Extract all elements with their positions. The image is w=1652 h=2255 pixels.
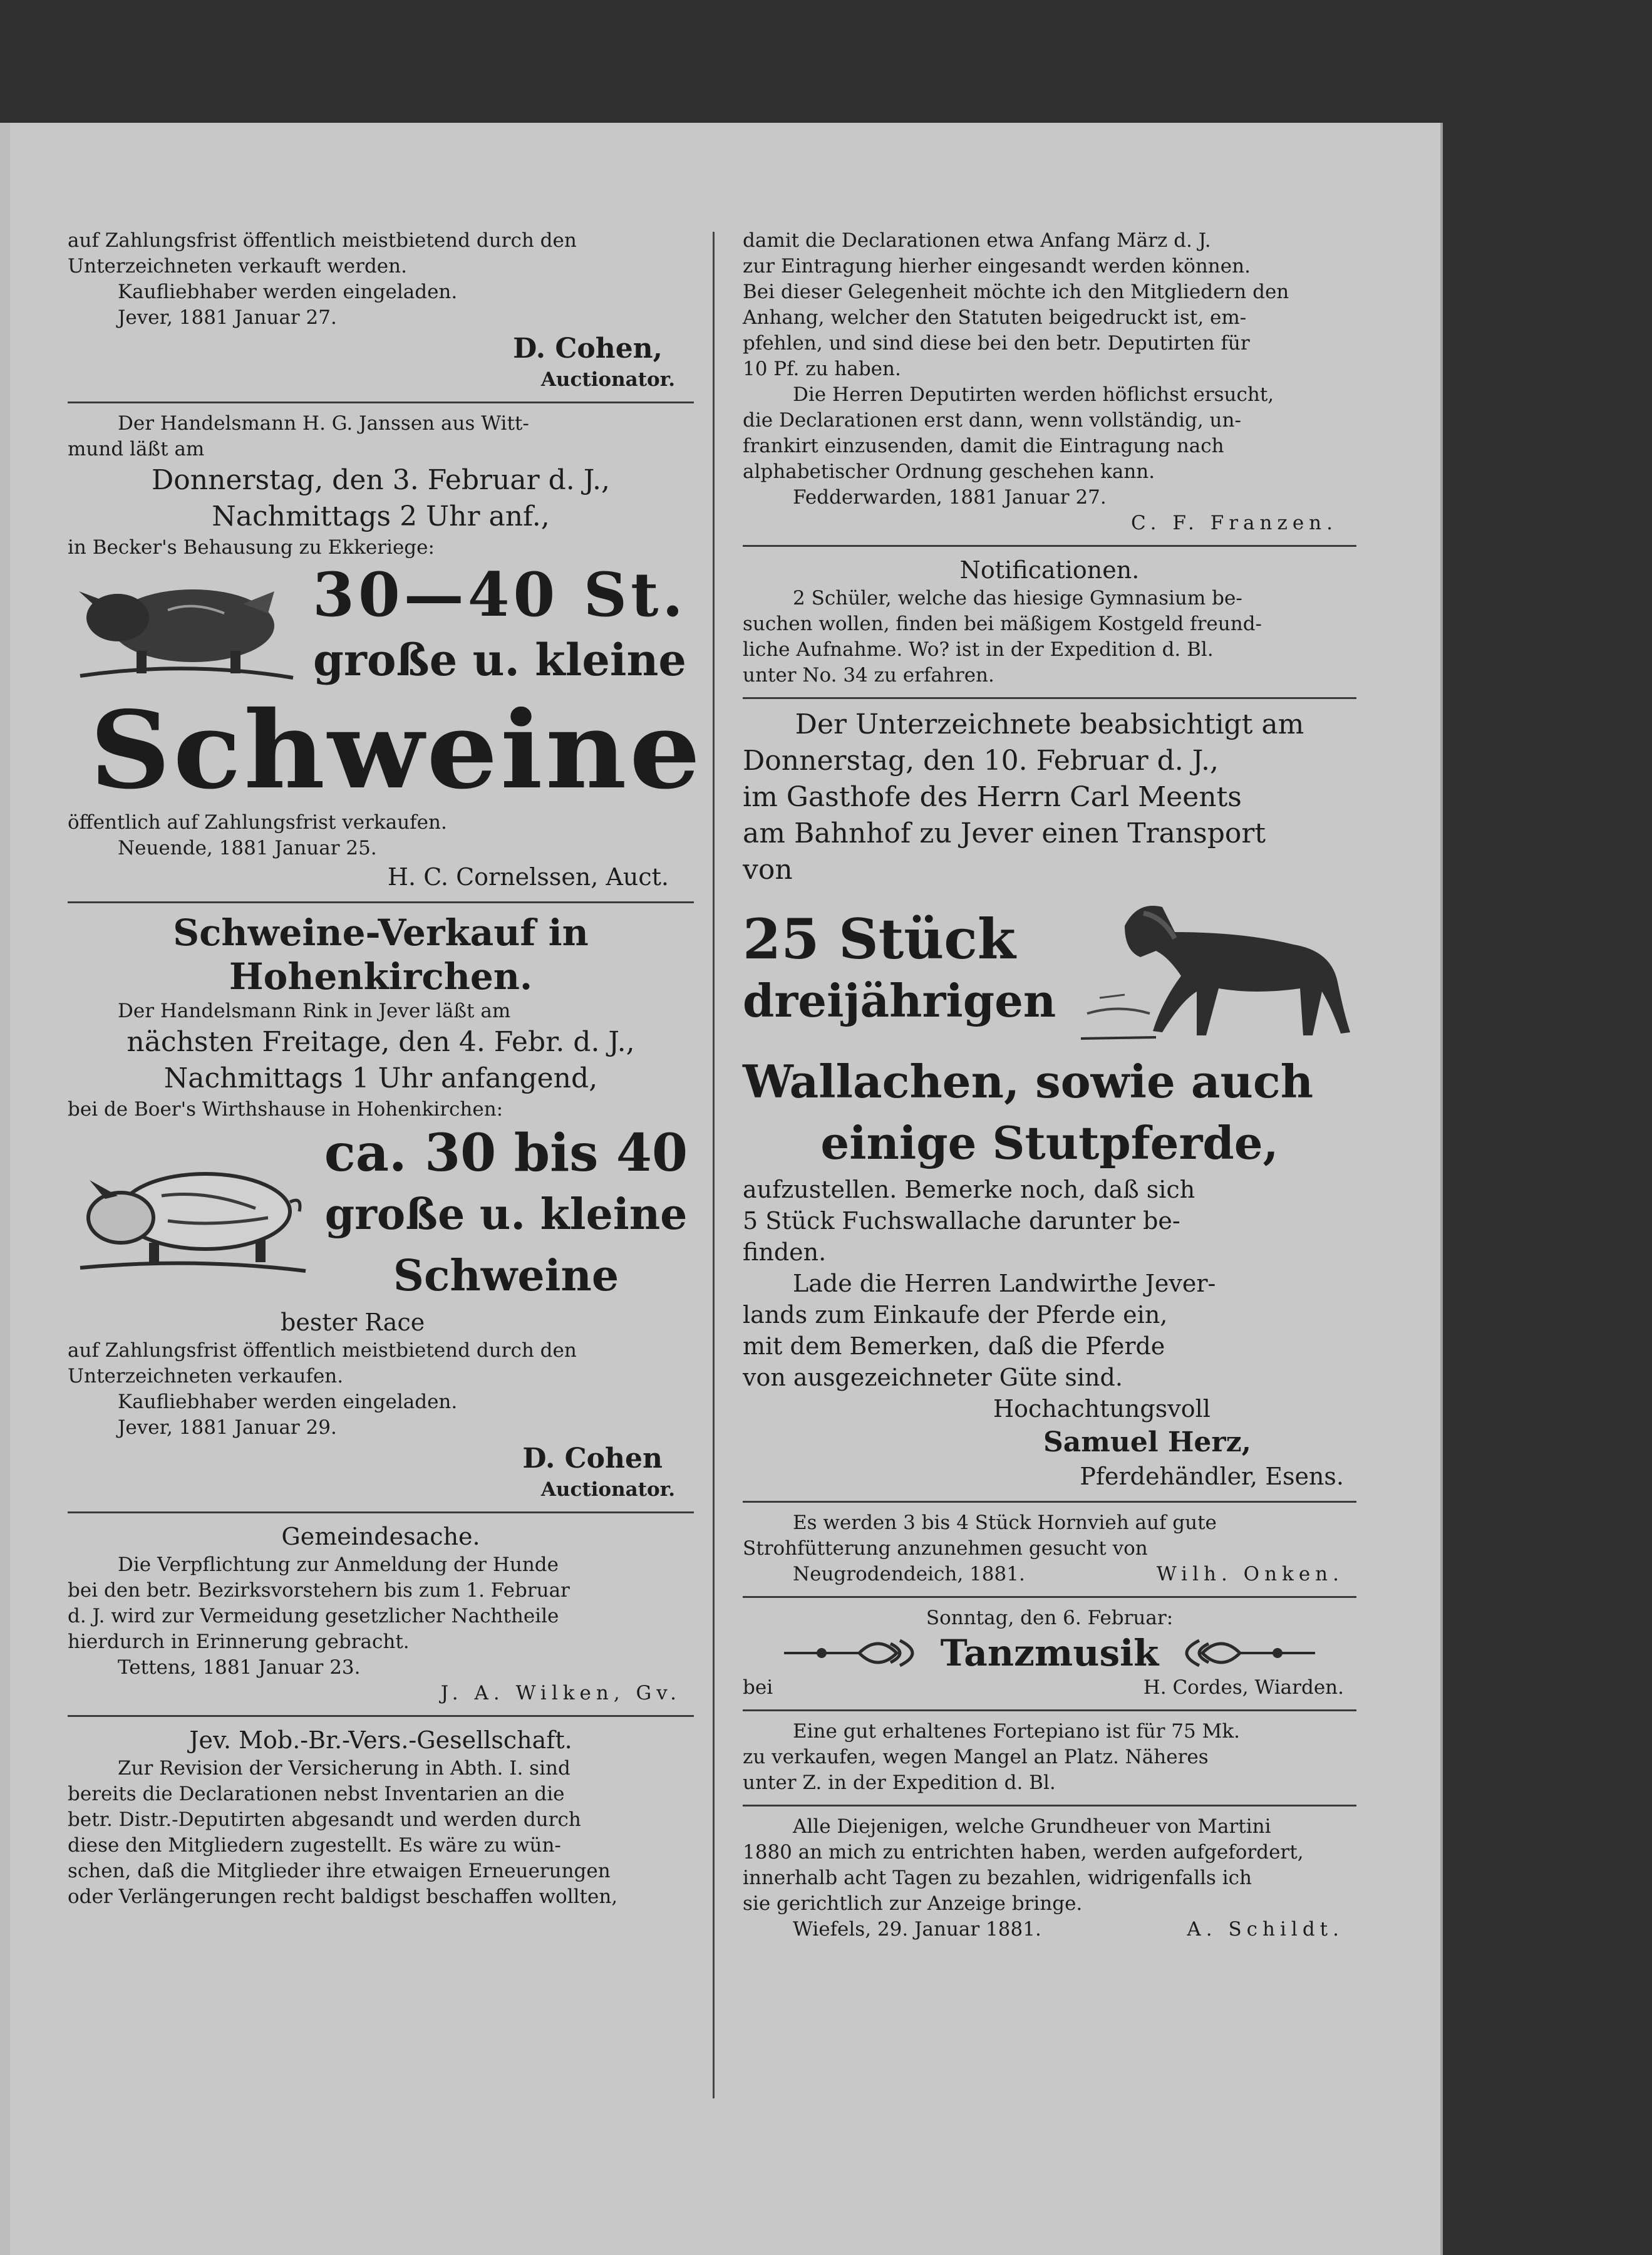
- text-line: Es werden 3 bis 4 Stück Hornvieh auf gute: [793, 1511, 1217, 1534]
- text-line: hierdurch in Erinnerung gebracht.: [68, 1630, 410, 1653]
- text-line: bei den betr. Bezirksvorstehern bis zum 1. Februar: [68, 1579, 570, 1602]
- signature-name: D. Cohen,: [513, 333, 663, 365]
- sale-place: in Becker's Behausung zu Ekkeriege:: [68, 536, 435, 559]
- text-line: 2 Schüler, welche das hiesige Gymnasium be-: [793, 587, 1242, 609]
- ad-cohen-sale: [68, 226, 694, 398]
- separator-rule: [68, 901, 694, 903]
- text-line: unter Z. in der Expedition d. Bl.: [743, 1771, 1056, 1794]
- text-line: von ausgezeichneter Güte sind.: [743, 1364, 1123, 1391]
- signature-name: Samuel Herz,: [1043, 1426, 1251, 1458]
- text-line: unter No. 34 zu erfahren.: [743, 664, 994, 687]
- horse-illustration-row: [743, 888, 1356, 1051]
- text-line: lands zum Einkaufe der Pferde ein,: [743, 1301, 1168, 1329]
- text-line: betr. Distr.-Deputirten abgesandt und werden durch: [68, 1808, 581, 1831]
- pig-illustration-icon: [68, 1152, 318, 1277]
- ad-janssen-pigs: [68, 408, 703, 898]
- animal-headline: Schweine: [393, 1251, 619, 1301]
- ad-franzen: [743, 226, 1356, 541]
- text-line: Kaufliebhaber werden eingeladen.: [118, 1391, 458, 1413]
- text-line: auf Zahlungsfrist öffentlich meistbietend durch den: [68, 229, 577, 252]
- text-line: öffentlich auf Zahlungsfrist verkaufen.: [68, 811, 447, 834]
- text-line: zu verkaufen, wegen Mangel an Platz. Näheres: [743, 1746, 1209, 1768]
- sale-time: Nachmittags 2 Uhr anf.,: [212, 500, 550, 532]
- text-line: 10 Pf. zu haben.: [743, 358, 901, 380]
- pig-illustration-row: [68, 561, 694, 691]
- text-line: zur Eintragung hierher eingesandt werden können.: [743, 255, 1251, 277]
- ad-herz-horses: [743, 704, 1356, 1497]
- ornament-right-icon: [1171, 1631, 1315, 1675]
- text-line: bereits die Declarationen nebst Inventarien an die: [68, 1783, 565, 1805]
- text-line: die Declarationen erst dann, wenn vollständig, un-: [743, 409, 1241, 432]
- sale-time: Nachmittags 1 Uhr anfangend,: [163, 1062, 598, 1094]
- separator-rule: [68, 1511, 694, 1513]
- signature-name: C. F. Franzen.: [1131, 512, 1338, 534]
- separator-rule: [68, 1715, 694, 1717]
- pig-illustration-icon: [68, 566, 306, 685]
- text-line: Neuende, 1881 Januar 25.: [118, 837, 377, 859]
- right-column: [743, 226, 1356, 1947]
- ad-title: Schweine-Verkauf in: [173, 911, 589, 954]
- sale-place: bei de Boer's Wirthshause in Hohenkirchen:: [68, 1098, 503, 1121]
- separator-rule: [68, 402, 694, 403]
- left-column: [68, 226, 703, 1915]
- place-date: Neugrodendeich, 1881.: [793, 1563, 1025, 1585]
- separator-rule: [743, 1596, 1356, 1598]
- ad-title: Hohenkirchen.: [229, 955, 533, 998]
- text-line: aufzustellen. Bemerke noch, daß sich: [743, 1176, 1195, 1203]
- text-line: Eine gut erhaltenes Fortepiano ist für 75 Mk.: [793, 1720, 1240, 1743]
- place-sign-row: [743, 1562, 1356, 1587]
- signature-role: Auctionator.: [540, 368, 675, 391]
- text-line: 1880 an mich zu entrichten haben, werden aufgefordert,: [743, 1841, 1304, 1864]
- text-line: Lade die Herren Landwirthe Jever-: [793, 1270, 1216, 1297]
- ad-fortepiano: [743, 1716, 1356, 1801]
- separator-rule: [743, 1709, 1356, 1711]
- text-line: Kaufliebhaber werden eingeladen.: [118, 281, 458, 303]
- signature-name: D. Cohen: [522, 1443, 663, 1475]
- ad-title: Jev. Mob.-Br.-Vers.-Gesellschaft.: [189, 1726, 572, 1754]
- ad-title: Notificationen.: [959, 556, 1140, 584]
- text-line: damit die Declarationen etwa Anfang März d. J.: [743, 229, 1211, 252]
- pig-sizes: große u. kleine: [324, 1190, 688, 1240]
- text-line: Jever, 1881 Januar 27.: [118, 306, 337, 329]
- text-line: Tettens, 1881 Januar 23.: [118, 1656, 361, 1679]
- page-spine: [0, 123, 10, 2255]
- signature-name: A. Schildt.: [1187, 1918, 1344, 1941]
- signature-role: Pferdehändler, Esens.: [1080, 1463, 1344, 1490]
- animal-headline: Schweine: [90, 688, 703, 813]
- sale-date: nächsten Freitage, den 4. Febr. d. J.,: [126, 1026, 635, 1058]
- text-line: Fedderwarden, 1881 Januar 27.: [793, 486, 1107, 509]
- ad-gemeindesache: [68, 1518, 694, 1711]
- ad-notificationen: [743, 552, 1356, 693]
- bei-label: bei: [743, 1676, 773, 1699]
- sale-date: Donnerstag, den 3. Februar d. J.,: [152, 464, 610, 496]
- text-line: mit dem Bemerken, daß die Pferde: [743, 1332, 1165, 1360]
- horse-age: dreijährigen: [743, 974, 1056, 1027]
- ad-schildt: [743, 1812, 1356, 1947]
- text-line: suchen wollen, finden bei mäßigem Kostgeld freund-: [743, 613, 1262, 635]
- separator-rule: [743, 1805, 1356, 1807]
- pig-race: bester Race: [281, 1309, 425, 1336]
- separator-rule: [743, 1501, 1356, 1503]
- place-date: Wiefels, 29. Januar 1881.: [793, 1918, 1041, 1941]
- text-line: Strohfütterung anzunehmen gesucht von: [743, 1537, 1148, 1560]
- event-title: Tanzmusik: [940, 1632, 1159, 1674]
- text-line: mund läßt am: [68, 438, 205, 460]
- horse-count: 25 Stück: [743, 906, 1016, 972]
- text-line: pfehlen, und sind diese bei den betr. Deputirten für: [743, 332, 1250, 355]
- text-line: Die Verpflichtung zur Anmeldung der Hunde: [118, 1553, 559, 1576]
- text-line: auf Zahlungsfrist öffentlich meistbietend durch den: [68, 1339, 577, 1362]
- text-line: Die Herren Deputirten werden höflichst ersucht,: [793, 383, 1274, 406]
- text-line: Unterzeichneten verkaufen.: [68, 1365, 344, 1387]
- text-line: 5 Stück Fuchswallache darunter be-: [743, 1207, 1180, 1235]
- pig-sizes: große u. kleine: [313, 634, 686, 686]
- text-line: im Gasthofe des Herrn Carl Meents: [743, 781, 1242, 813]
- text-line: diese den Mitgliedern zugestellt. Es wäre zu wün-: [68, 1834, 561, 1857]
- tanz-title-row: [743, 1631, 1356, 1675]
- column-divider: [713, 232, 715, 2098]
- text-line: frankirt einzusenden, damit die Eintragung nach: [743, 435, 1224, 457]
- signature-name: Wilh. Onken.: [1156, 1563, 1344, 1585]
- text-line: Anhang, welcher den Statuten beigedruckt ist, em-: [743, 306, 1247, 329]
- bei-sign-row: [743, 1675, 1356, 1701]
- text-line: Der Handelsmann Rink in Jever läßt am: [118, 1000, 511, 1022]
- text-line: liche Aufnahme. Wo? ist in der Expedition d. Bl.: [743, 638, 1214, 661]
- text-line: Bei dieser Gelegenheit möchte ich den Mitgliedern den: [743, 281, 1289, 303]
- pig-count: 30—40 St.: [312, 559, 687, 630]
- text-line: finden.: [743, 1238, 827, 1266]
- signature-name: H. C. Cornelssen, Auct.: [387, 863, 669, 891]
- text-line: d. J. wird zur Vermeidung gesetzlicher Nachtheile: [68, 1605, 559, 1627]
- text-line: schen, daß die Mitglieder ihre etwaigen Erneuerungen: [68, 1860, 611, 1882]
- text-line: sie gerichtlich zur Anzeige bringe.: [743, 1892, 1083, 1915]
- separator-rule: [743, 697, 1356, 699]
- ad-onken: [743, 1508, 1356, 1592]
- ad-gesellschaft: [68, 1722, 694, 1915]
- place-sign-row: [743, 1917, 1356, 1942]
- text-line: Der Handelsmann H. G. Janssen aus Witt-: [118, 412, 529, 435]
- text-line: oder Verlängerungen recht baldigst beschaffen wollten,: [68, 1885, 618, 1908]
- signature-name: J. A. Wilken, Gv.: [440, 1682, 681, 1704]
- text-line: Alle Diejenigen, welche Grundheuer von Martini: [793, 1815, 1271, 1838]
- signature-role: Auctionator.: [540, 1478, 675, 1501]
- text-line: Zur Revision der Versicherung in Abth. I. sind: [118, 1757, 570, 1780]
- horse-kind: einige Stutpferde,: [820, 1116, 1279, 1169]
- ad-tanzmusik: [743, 1603, 1356, 1706]
- text-line: Jever, 1881 Januar 29.: [118, 1416, 337, 1439]
- text-line: Der Unterzeichnete beabsichtigt am: [795, 708, 1304, 740]
- text-line: alphabetischer Ordnung geschehen kann.: [743, 460, 1155, 483]
- text-line: von: [743, 854, 793, 886]
- signature-name: H. Cordes, Wiarden.: [1143, 1676, 1344, 1699]
- pig-count: ca. 30 bis 40: [324, 1123, 688, 1183]
- ornament-left-icon: [784, 1631, 928, 1675]
- ad-rink-pigs: [68, 908, 694, 1508]
- text-line: am Bahnhof zu Jever einen Transport: [743, 817, 1266, 849]
- pig-illustration-row: [68, 1122, 694, 1307]
- event-date: Sonntag, den 6. Februar:: [926, 1607, 1174, 1629]
- text-line: Donnerstag, den 10. Februar d. J.,: [743, 745, 1219, 777]
- horse-kind: Wallachen, sowie auch: [743, 1055, 1314, 1108]
- ad-title: Gemeindesache.: [281, 1523, 480, 1550]
- horse-illustration-icon: [1081, 888, 1356, 1051]
- text-line: Unterzeichneten verkauft werden.: [68, 255, 407, 277]
- greeting: Hochachtungsvoll: [993, 1395, 1211, 1423]
- text-line: innerhalb acht Tagen zu bezahlen, widrigenfalls ich: [743, 1867, 1252, 1889]
- separator-rule: [743, 545, 1356, 547]
